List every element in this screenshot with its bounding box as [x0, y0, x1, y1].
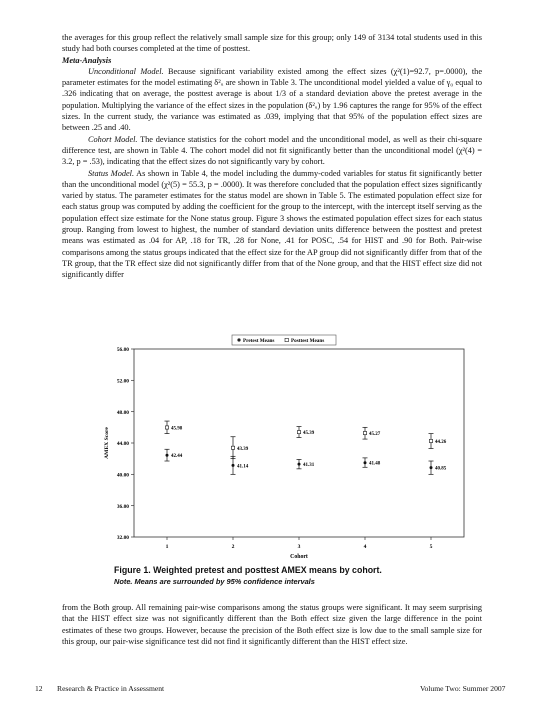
x-tick-label: 3: [297, 544, 301, 550]
volume-info: Volume Two: Summer 2007: [420, 684, 506, 693]
y-axis-label: AMEX Score: [104, 427, 110, 459]
y-tick-label: 32.00: [116, 535, 129, 542]
legend-marker-posttest: [285, 338, 288, 341]
x-tick-label: 4: [363, 544, 367, 550]
page-number: 12: [35, 684, 43, 693]
pretest-data-label: 41.48: [369, 461, 381, 467]
pretest-data-label: 40.85: [435, 466, 447, 472]
posttest-point: [297, 431, 300, 434]
posttest-data-label: 45.27: [369, 432, 381, 438]
y-tick-label: 56.00: [116, 347, 129, 354]
pretest-data-label: 41.14: [237, 464, 249, 470]
chart-legend: [232, 335, 336, 345]
legend-label-posttest: Posttest Means: [291, 338, 325, 345]
figure-caption: Figure 1. Weighted pretest and posttest AMEX means by cohort.: [114, 565, 382, 575]
unconditional-model-text: Because significant variability existed among the effect sizes (χ²(1)=92.7, p=.0000), the parameter estimates for the model estimating δ²ᵤ are shown in Table 3. The unconditional model yielded a value of γ₀ equal to .326 indicating that on average, the posttest average is about 1/3 of a standard deviation above the pretest average in the population. Multiplying the variance of the effect sizes in the population (δ²ᵤ) by 1.96 captures the range for 95% of the effect sizes. In the current study, the variance was estimated as .039, implying that that 95% of the population effect sizes are between .25 and .40.: [62, 66, 483, 133]
x-tick-label: 5: [429, 544, 433, 550]
pretest-point: [166, 454, 169, 457]
pretest-point: [430, 466, 433, 469]
status-model-paragraph: [62, 168, 482, 281]
posttest-data-label: 45.39: [303, 431, 315, 437]
y-tick-label: 48.00: [116, 409, 129, 416]
x-tick-label: 2: [231, 544, 235, 550]
x-axis-label: Cohort: [290, 554, 308, 560]
y-tick-label: 52.00: [116, 378, 129, 385]
x-tick-label: 1: [165, 544, 169, 550]
pretest-data-label: 42.44: [171, 454, 183, 460]
y-tick-label: 44.00: [116, 441, 129, 448]
body-text-bottom: [62, 602, 482, 647]
pretest-data-label: 41.31: [303, 463, 315, 469]
unconditional-model-paragraph: [62, 66, 482, 134]
posttest-data-label: 45.98: [171, 426, 183, 432]
after-figure-paragraph: from the Both group. All remaining pair-wise comparisons among the status groups were significant. It may seem surprising that the HIST effect size was not significantly different than the Both effect size given the large difference in the point estimates of these two groups. However, because the precision of the Both effect size is low due to the small sample size for this group, our pair-wise significance test did not find it significantly different than the HIST effect size.: [62, 603, 482, 646]
plot-frame: [134, 349, 464, 537]
posttest-data-label: 43.39: [237, 446, 249, 452]
posttest-data-label: 44.26: [435, 439, 447, 445]
posttest-point: [231, 446, 234, 449]
cohort-model-title: Cohort Model.: [88, 134, 138, 144]
cohort-model-paragraph: [62, 134, 482, 168]
pretest-point: [298, 463, 301, 466]
pretest-point: [364, 461, 367, 464]
intro-paragraph: the averages for this group reflect the relatively small sample size for this group; only 149 of 3134 total students used in this study had both courses completed at the time of posttest.: [62, 33, 482, 54]
pretest-point: [232, 464, 235, 467]
legend-label-pretest: Pretest Means: [243, 338, 275, 345]
journal-name: Research & Practice in Assessment: [57, 684, 165, 693]
status-model-text: As shown in Table 4, the model including the dummy-coded variables for status fit significantly better than the unconditional model (χ²(5) = 55.3, p = .0000). It was therefore concluded that the population effect sizes significantly varied by status. The parameter estimates for the status model are shown in Table 5. The estimated population effect size for each status group was computed by adding the coefficient for the group to the intercept, with the intercept itself serving as the population effect size estimate for the None status group. Figure 3 shows the estimated population effect sizes for each status group. Ranging from lowest to highest, the number of standard deviation units difference between the posttest and pretest means was estimated as .04 for AP, .18 for TR, .28 for None, .41 for POSC, .54 for HIST and .90 for Both. Pair-wise comparisons among the status groups indicated that the effect size for the AP group did not significantly differ from that of the TR group, that the TR effect size did not significantly differ from that of the None group, and that the HIST effect size did not significantly differ: [62, 168, 482, 280]
y-tick-label: 40.00: [116, 472, 129, 479]
posttest-point: [165, 426, 168, 429]
body-text-top: [62, 32, 482, 281]
legend-marker-pretest: [237, 338, 240, 341]
status-model-title: Status Model.: [88, 168, 135, 178]
section-heading: Meta-Analysis: [62, 55, 112, 65]
posttest-point: [363, 431, 366, 434]
unconditional-model-title: Unconditional Model.: [88, 66, 164, 76]
cohort-model-text: The deviance statistics for the cohort model and the unconditional model, as well as their chi-square difference test, are shown in Table 4. The cohort model did not fit significantly better than the unconditional model (χ²(4) = 3.2, p = .53), indicating that the effect sizes do not significantly vary by cohort.: [62, 134, 483, 167]
figure-note: Note. Means are surrounded by 95% confidence intervals: [114, 577, 315, 586]
y-tick-label: 36.00: [116, 503, 129, 510]
posttest-point: [429, 439, 432, 442]
figure-1: [94, 333, 474, 563]
amex-means-chart: [94, 333, 474, 563]
